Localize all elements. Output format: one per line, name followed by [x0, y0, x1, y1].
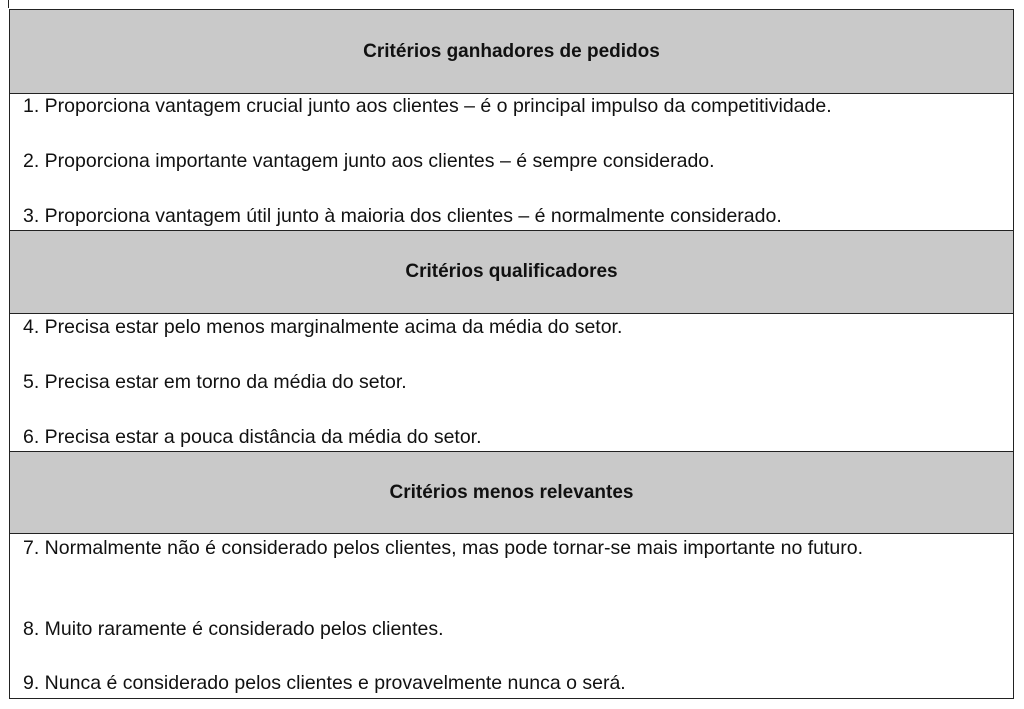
- section-header-less-relevant: [10, 451, 1013, 534]
- list-item: 4. Precisa estar pelo menos marginalmente acima da média do setor.: [23, 316, 623, 338]
- list-item: 5. Precisa estar em torno da média do setor.: [23, 371, 407, 393]
- section-title: Critérios ganhadores de pedidos: [363, 40, 660, 62]
- section-header-winners: [10, 10, 1013, 94]
- list-item: 6. Precisa estar a pouca distância da média do setor.: [23, 426, 482, 448]
- criteria-table: [9, 9, 1014, 699]
- list-item: 7. Normalmente não é considerado pelos clientes, mas pode tornar-se mais importante no futuro.: [23, 537, 864, 559]
- margin-tick: [8, 0, 9, 8]
- list-item: 8. Muito raramente é considerado pelos clientes.: [23, 618, 444, 640]
- section-header-qualifiers: [10, 230, 1013, 314]
- section-title: Critérios menos relevantes: [389, 481, 634, 503]
- list-item: 9. Nunca é considerado pelos clientes e provavelmente nunca o será.: [23, 672, 626, 694]
- list-item: 3. Proporciona vantagem útil junto à maioria dos clientes – é normalmente considerado.: [23, 205, 782, 227]
- section-title: Critérios qualificadores: [405, 261, 618, 282]
- list-item: 1. Proporciona vantagem crucial junto aos clientes – é o principal impulso da competitividade.: [23, 95, 832, 117]
- list-item: 2. Proporciona importante vantagem junto aos clientes – é sempre considerado.: [23, 150, 715, 172]
